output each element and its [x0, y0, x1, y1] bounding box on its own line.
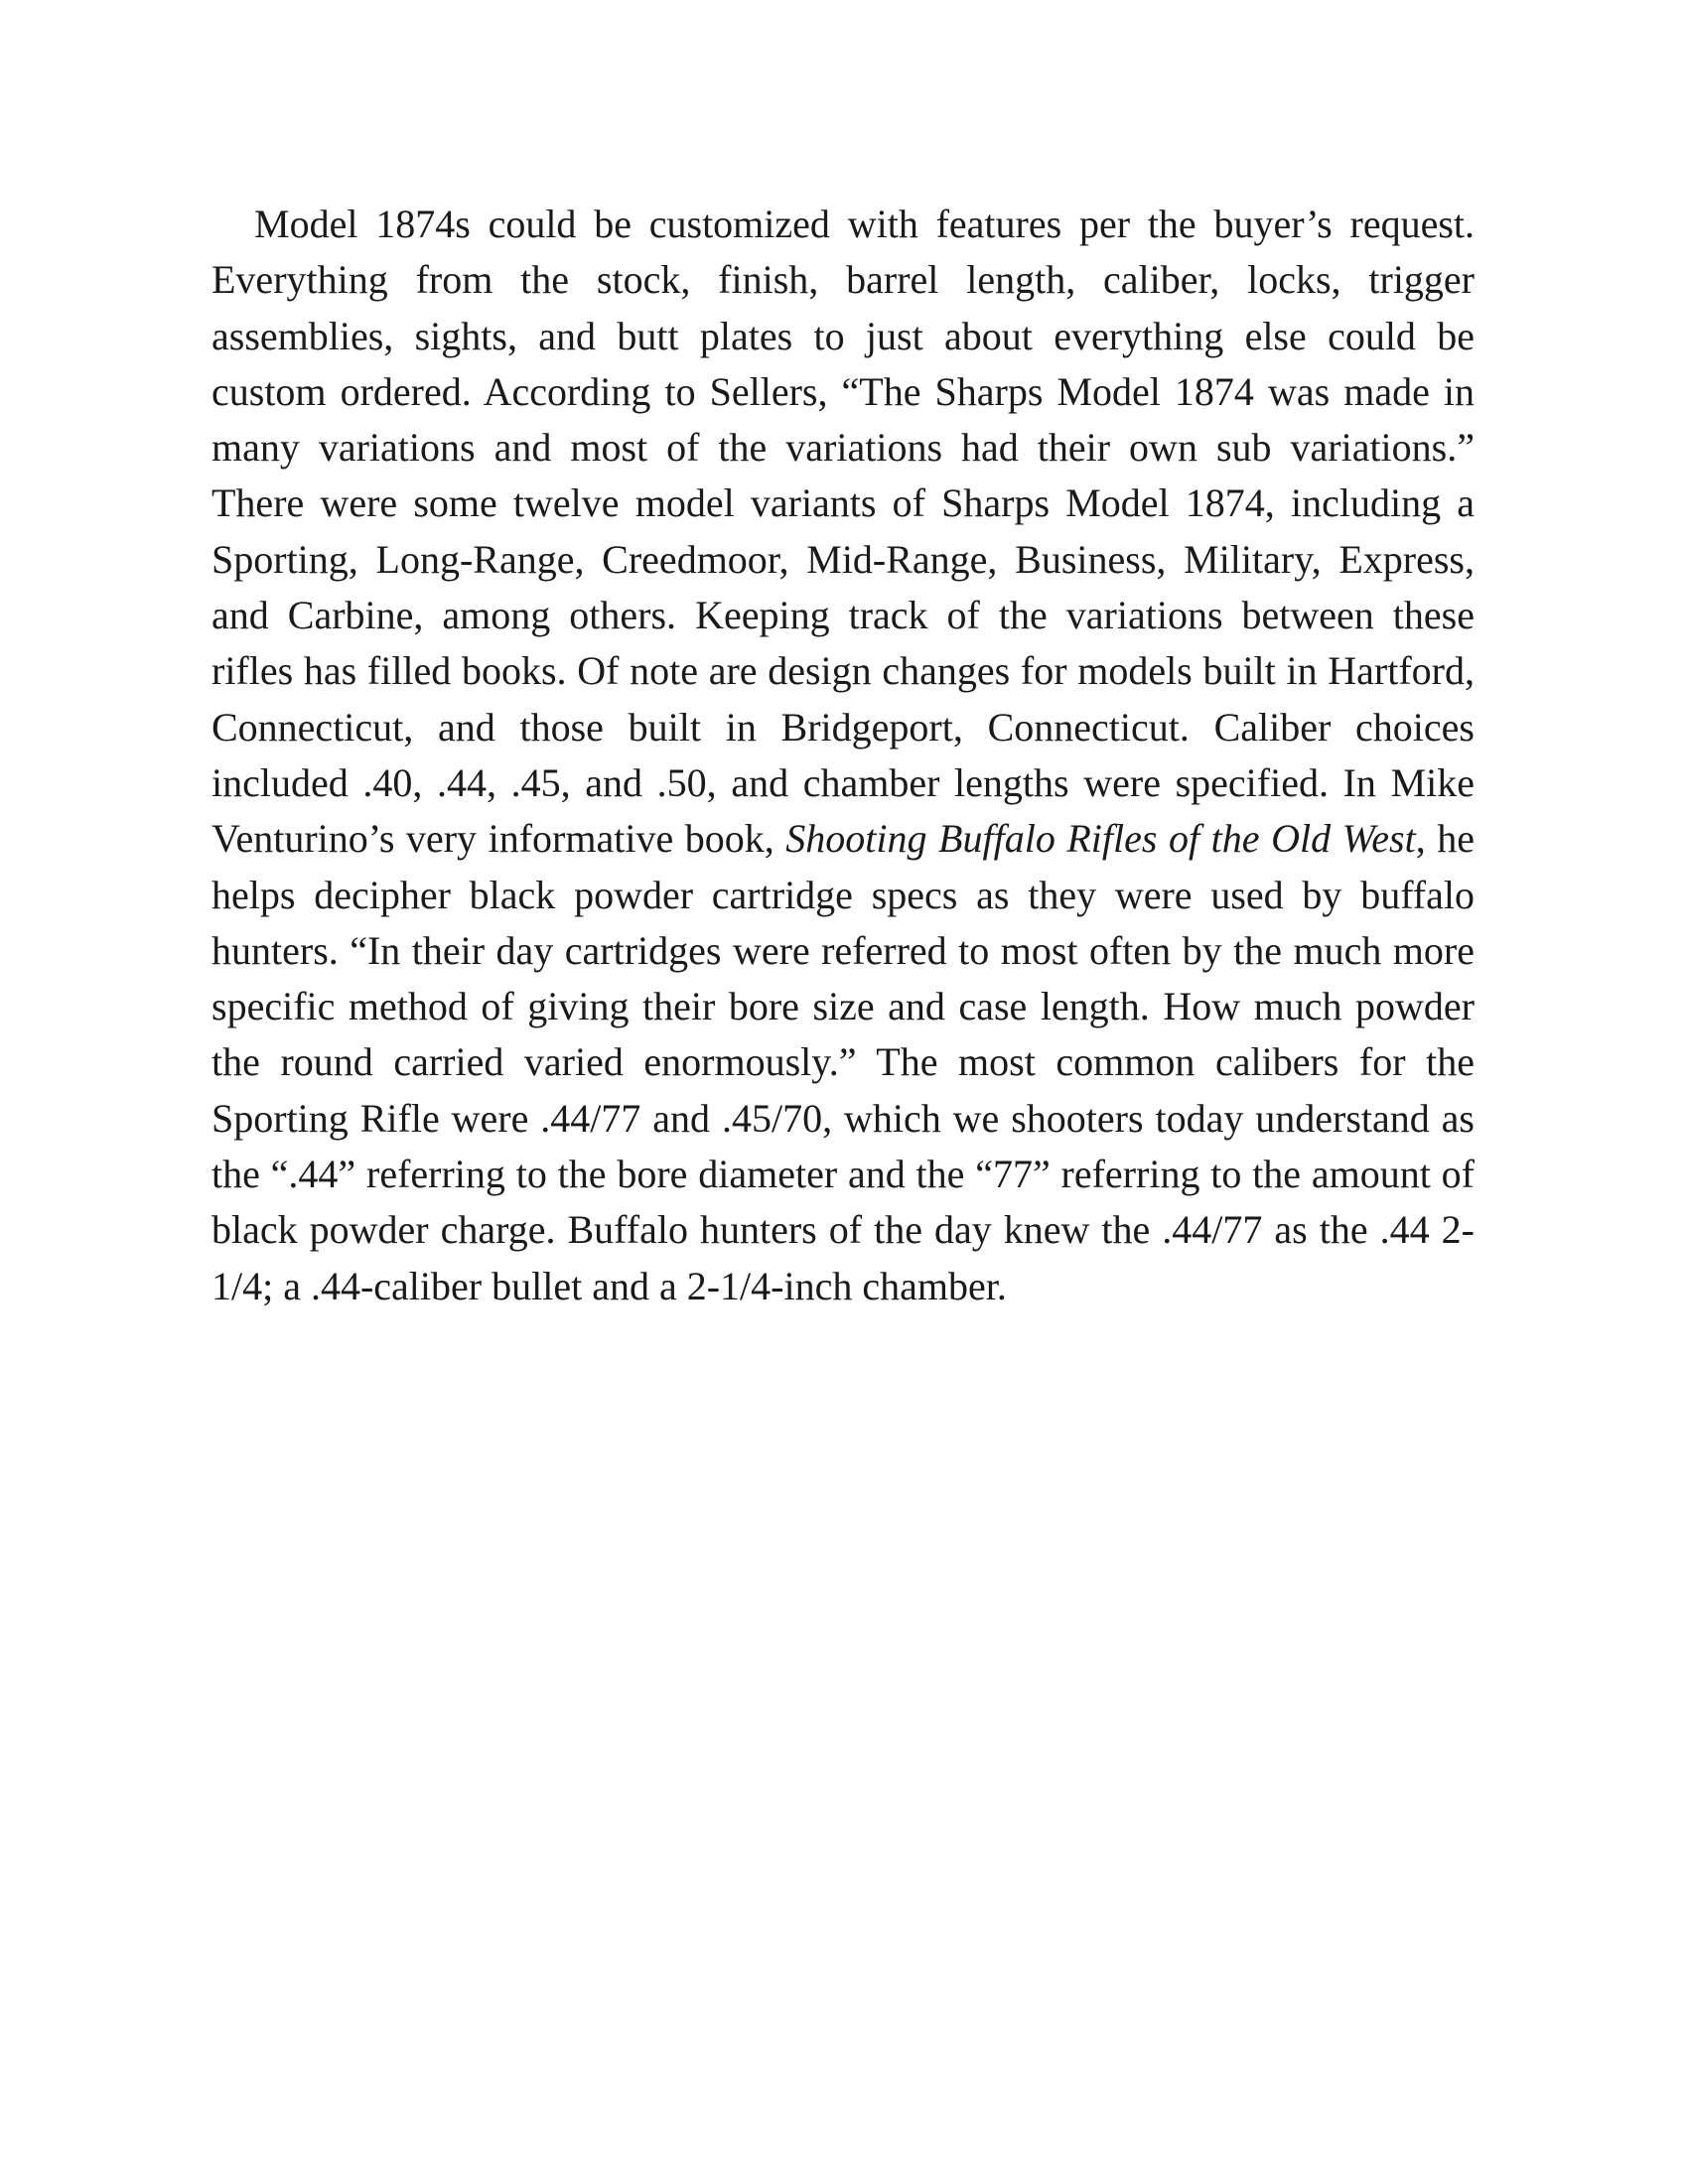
- book-title: Shooting Buffalo Rifles of the Old West: [785, 816, 1416, 862]
- paragraph-text-part-1: Model 1874s could be customized with features per the buyer’s request. Everything from the stock, finish, barrel length, caliber, locks, trigger assemblies, sights, and butt plates to just about everything else could be custom ordered. According to Sellers, “The Sharps Model 1874 was made in many variations and most of the variations had their own sub variations.” There were some twelve model variants of Sharps Model 1874, including a Sporting, Long-Range, Creedmoor, Mid-Range, Business, Military, Express, and Carbine, among others. Keeping track of the variations between these rifles has filled books. Of note are design changes for models built in Hartford, Connecticut, and those built in Bridgeport, Connecticut. Caliber choices included .40, .44, .45, and .50, and chamber lengths were specified. In Mike Venturino’s very informative book,: [211, 202, 1475, 862]
- body-paragraph: [211, 197, 1475, 1314]
- paragraph-text-part-2: , he helps decipher black powder cartridge specs as they were used by buffalo hunters. “In their day cartridges were referred to most often by the much more specific method of giving their bore size and case length. How much powder the round carried varied enormously.” The most common calibers for the Sporting Rifle were .44/77 and .45/70, which we shooters today understand as the “.44” referring to the bore diameter and the “77” referring to the amount of black powder charge. Buffalo hunters of the day knew the .44/77 as the .44 2-1/4; a .44-caliber bullet and a 2-1/4-inch chamber.: [211, 816, 1475, 1308]
